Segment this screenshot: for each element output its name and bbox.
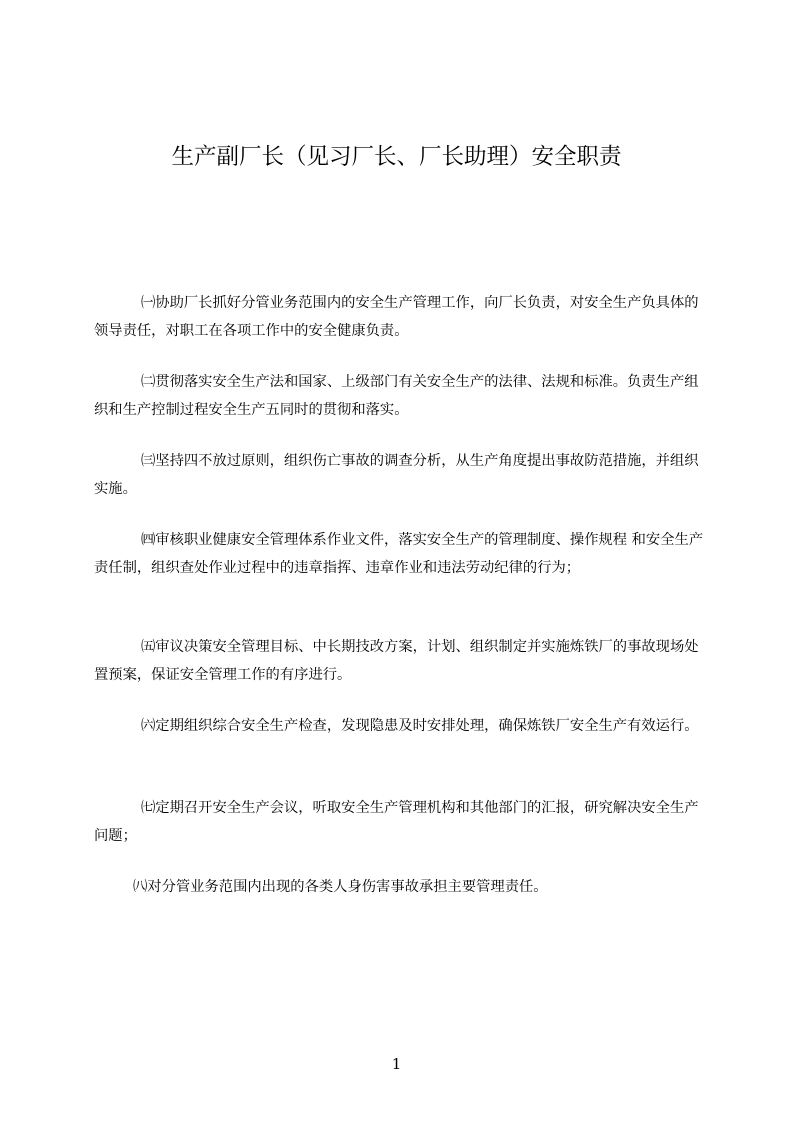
page-number: 1 — [391, 1055, 402, 1073]
paragraph-6: ㈥定期组织综合安全生产检查，发现隐患及时安排处理，确保炼铁厂安全生产有效运行。 — [141, 718, 699, 734]
paragraph-3: ㈢坚持四不放过原则，组织伤亡事故的调查分析，从生产角度提出事故防范措施，并组织实施。 — [94, 453, 699, 497]
paragraph-7: ㈦定期召开安全生产会议，听取安全生产管理机构和其他部门的汇报，研究解决安全生产问题； — [94, 800, 699, 844]
paragraph-4: ㈣审核职业健康安全管理体系作业文件，落实安全生产的管理制度、操作规程 和安全生产责任制，组织查处作业过程中的违章指挥、违章作业和违法劳动纪律的行为； — [94, 532, 704, 576]
document-title: 生产副厂长（见习厂长、厂长助理）安全职责 — [171, 144, 622, 170]
paragraph-5: ㈤审议决策安全管理目标、中长期技改方案，计划、组织制定并实施炼铁厂的事故现场处置预案，保证安全管理工作的有序进行。 — [94, 639, 699, 683]
paragraph-8: ㈧对分管业务范围内出现的各类人身伤害事故承担主要管理责任。 — [133, 879, 548, 895]
paragraph-1: ㈠协助厂长抓好分管业务范围内的安全生产管理工作，向厂长负责，对安全生产负具体的领导责任，对职工在各项工作中的安全健康负责。 — [94, 295, 699, 339]
paragraph-2: ㈡贯彻落实安全生产法和国家、上级部门有关安全生产的法律、法规和标准。负责生产组织和生产控制过程安全生产五同时的贯彻和落实。 — [94, 374, 699, 418]
